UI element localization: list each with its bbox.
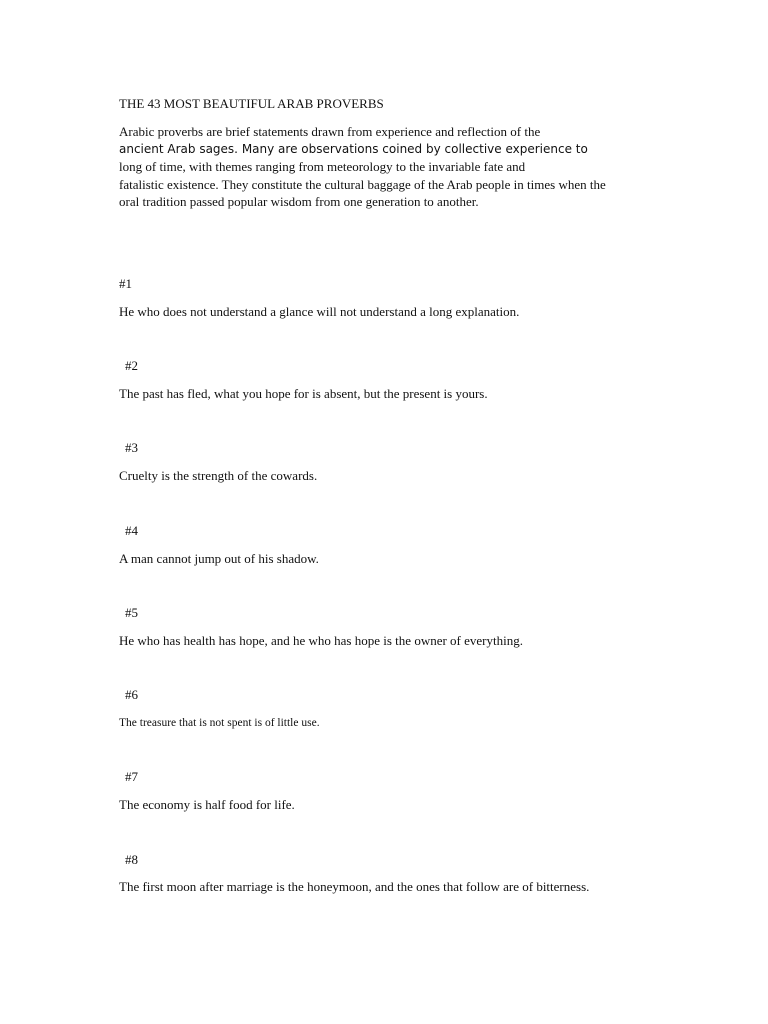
proverb-text: The first moon after marriage is the honeymoon, and the ones that follow are of bitterness. — [119, 879, 590, 894]
proverb-number: #4 — [125, 523, 138, 538]
proverb-text: The treasure that is not spent is of little use. — [119, 717, 320, 729]
document-title: THE 43 MOST BEAUTIFUL ARAB PROVERBS — [119, 96, 384, 111]
proverb-number: #5 — [125, 605, 138, 620]
intro-line: oral tradition passed popular wisdom from one generation to another. — [119, 194, 479, 210]
intro-line: long of time, with themes ranging from meteorology to the invariable fate and — [119, 159, 526, 175]
proverb-text: The economy is half food for life. — [119, 797, 295, 812]
proverb-number: #8 — [125, 852, 138, 867]
intro-line: fatalistic existence. They constitute the cultural baggage of the Arab people in times when the — [119, 176, 606, 192]
intro-line: ancient Arab sages. Many are observations coined by collective experience to — [119, 141, 588, 156]
proverb-number: #2 — [125, 358, 138, 373]
proverb-number: #7 — [125, 769, 138, 784]
intro-line: Arabic proverbs are brief statements drawn from experience and reflection of the — [119, 124, 541, 139]
proverb-text: Cruelty is the strength of the cowards. — [119, 468, 318, 483]
proverb-text: He who does not understand a glance will not understand a long explanation. — [119, 304, 520, 319]
proverb-number: #1 — [119, 276, 132, 291]
proverb-text: The past has fled, what you hope for is absent, but the present is yours. — [119, 386, 488, 401]
proverb-text: A man cannot jump out of his shadow. — [119, 551, 319, 566]
proverb-text: He who has health has hope, and he who has hope is the owner of everything. — [119, 633, 523, 648]
proverb-number: #3 — [125, 440, 138, 455]
intro-paragraph — [119, 123, 606, 211]
proverb-number: #6 — [125, 687, 138, 702]
